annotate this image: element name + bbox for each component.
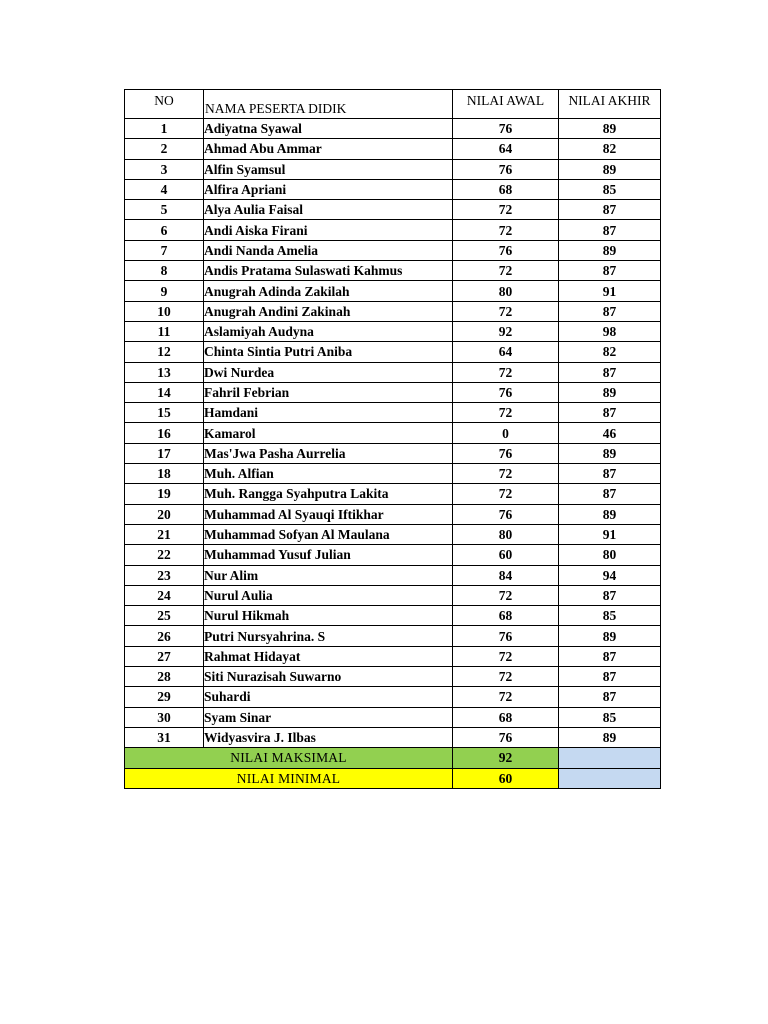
table-row	[125, 200, 661, 220]
cell-nilai-awal: 72	[453, 403, 559, 423]
cell-nilai-akhir: 82	[559, 139, 661, 159]
max-value: 92	[453, 748, 559, 768]
cell-no: 11	[125, 321, 204, 341]
cell-no: 7	[125, 240, 204, 260]
cell-nilai-akhir: 91	[559, 281, 661, 301]
cell-nilai-awal: 0	[453, 423, 559, 443]
cell-nilai-awal: 76	[453, 159, 559, 179]
table-row	[125, 321, 661, 341]
cell-nilai-awal: 76	[453, 119, 559, 139]
cell-no: 27	[125, 646, 204, 666]
table-row	[125, 504, 661, 524]
table-row	[125, 443, 661, 463]
table-row	[125, 545, 661, 565]
cell-no: 9	[125, 281, 204, 301]
cell-no: 2	[125, 139, 204, 159]
cell-nilai-akhir: 89	[559, 382, 661, 402]
cell-nilai-akhir: 94	[559, 565, 661, 585]
cell-name: Dwi Nurdea	[204, 362, 453, 382]
cell-name: Andi Aiska Firani	[204, 220, 453, 240]
table-row	[125, 687, 661, 707]
cell-nilai-akhir: 87	[559, 362, 661, 382]
cell-nilai-awal: 64	[453, 139, 559, 159]
header-row	[125, 90, 661, 119]
cell-nilai-akhir: 87	[559, 667, 661, 687]
cell-no: 3	[125, 159, 204, 179]
cell-no: 21	[125, 524, 204, 544]
max-row	[125, 748, 661, 768]
cell-no: 28	[125, 667, 204, 687]
cell-name: Alfin Syamsul	[204, 159, 453, 179]
cell-name: Aslamiyah Audyna	[204, 321, 453, 341]
cell-no: 25	[125, 606, 204, 626]
table-row	[125, 159, 661, 179]
cell-name: Nurul Aulia	[204, 585, 453, 605]
cell-no: 12	[125, 342, 204, 362]
table-row	[125, 423, 661, 443]
cell-nilai-akhir: 89	[559, 443, 661, 463]
grades-table	[124, 89, 661, 789]
cell-nilai-awal: 68	[453, 707, 559, 727]
cell-nilai-awal: 76	[453, 443, 559, 463]
cell-nilai-akhir: 80	[559, 545, 661, 565]
table-row	[125, 667, 661, 687]
min-row	[125, 768, 661, 788]
cell-no: 30	[125, 707, 204, 727]
cell-nilai-akhir: 87	[559, 403, 661, 423]
cell-no: 19	[125, 484, 204, 504]
cell-no: 26	[125, 626, 204, 646]
cell-nilai-akhir: 87	[559, 585, 661, 605]
table-row	[125, 585, 661, 605]
cell-no: 15	[125, 403, 204, 423]
cell-nilai-akhir: 87	[559, 646, 661, 666]
cell-nilai-awal: 80	[453, 524, 559, 544]
cell-nilai-akhir: 87	[559, 261, 661, 281]
table-row	[125, 403, 661, 423]
table-row	[125, 646, 661, 666]
table-row	[125, 606, 661, 626]
cell-nilai-awal: 72	[453, 220, 559, 240]
cell-no: 31	[125, 727, 204, 747]
cell-nilai-awal: 76	[453, 240, 559, 260]
cell-nilai-awal: 72	[453, 687, 559, 707]
cell-nilai-awal: 76	[453, 504, 559, 524]
header-nilai-awal: NILAI AWAL	[453, 90, 559, 119]
table-row	[125, 565, 661, 585]
cell-nilai-akhir: 87	[559, 301, 661, 321]
cell-no: 1	[125, 119, 204, 139]
cell-nilai-awal: 76	[453, 382, 559, 402]
cell-no: 29	[125, 687, 204, 707]
cell-name: Putri Nursyahrina. S	[204, 626, 453, 646]
cell-nilai-awal: 68	[453, 179, 559, 199]
cell-nilai-awal: 92	[453, 321, 559, 341]
cell-nilai-akhir: 89	[559, 727, 661, 747]
cell-nilai-awal: 72	[453, 200, 559, 220]
table-row	[125, 281, 661, 301]
cell-nilai-awal: 68	[453, 606, 559, 626]
table-row	[125, 220, 661, 240]
cell-nilai-awal: 72	[453, 585, 559, 605]
cell-nilai-akhir: 82	[559, 342, 661, 362]
cell-name: Muh. Rangga Syahputra Lakita	[204, 484, 453, 504]
cell-name: Alfira Apriani	[204, 179, 453, 199]
table-row	[125, 179, 661, 199]
cell-no: 20	[125, 504, 204, 524]
table-row	[125, 524, 661, 544]
cell-nilai-akhir: 89	[559, 159, 661, 179]
cell-name: Ahmad Abu Ammar	[204, 139, 453, 159]
cell-no: 5	[125, 200, 204, 220]
cell-name: Kamarol	[204, 423, 453, 443]
table-row	[125, 626, 661, 646]
cell-nilai-akhir: 89	[559, 240, 661, 260]
table-row	[125, 362, 661, 382]
table-row	[125, 342, 661, 362]
table-row	[125, 484, 661, 504]
cell-nilai-akhir: 98	[559, 321, 661, 341]
cell-name: Rahmat Hidayat	[204, 646, 453, 666]
table-row	[125, 707, 661, 727]
cell-nilai-awal: 60	[453, 545, 559, 565]
min-label: NILAI MINIMAL	[125, 768, 453, 788]
cell-name: Syam Sinar	[204, 707, 453, 727]
cell-name: Alya Aulia Faisal	[204, 200, 453, 220]
cell-nilai-akhir: 87	[559, 220, 661, 240]
table-row	[125, 301, 661, 321]
cell-nilai-akhir: 87	[559, 200, 661, 220]
cell-nilai-awal: 80	[453, 281, 559, 301]
cell-nilai-awal: 72	[453, 301, 559, 321]
cell-name: Anugrah Adinda Zakilah	[204, 281, 453, 301]
cell-nilai-awal: 72	[453, 261, 559, 281]
cell-no: 13	[125, 362, 204, 382]
cell-no: 10	[125, 301, 204, 321]
cell-nilai-awal: 76	[453, 626, 559, 646]
cell-name: Hamdani	[204, 403, 453, 423]
cell-name: Fahril Febrian	[204, 382, 453, 402]
min-empty-cell	[559, 768, 661, 788]
cell-nilai-awal: 72	[453, 667, 559, 687]
cell-name: Muhammad Yusuf Julian	[204, 545, 453, 565]
cell-no: 14	[125, 382, 204, 402]
cell-name: Muhammad Al Syauqi Iftikhar	[204, 504, 453, 524]
cell-name: Adiyatna Syawal	[204, 119, 453, 139]
cell-no: 23	[125, 565, 204, 585]
cell-name: Chinta Sintia Putri Aniba	[204, 342, 453, 362]
cell-no: 4	[125, 179, 204, 199]
cell-nilai-awal: 72	[453, 362, 559, 382]
table-body	[125, 119, 661, 748]
max-empty-cell	[559, 748, 661, 768]
cell-name: Nurul Hikmah	[204, 606, 453, 626]
table-row	[125, 240, 661, 260]
cell-nilai-akhir: 87	[559, 484, 661, 504]
cell-no: 6	[125, 220, 204, 240]
cell-nilai-akhir: 46	[559, 423, 661, 443]
cell-name: Suhardi	[204, 687, 453, 707]
cell-nilai-awal: 84	[453, 565, 559, 585]
cell-no: 24	[125, 585, 204, 605]
cell-nilai-akhir: 85	[559, 707, 661, 727]
table-row	[125, 727, 661, 747]
table-row	[125, 119, 661, 139]
cell-name: Nur Alim	[204, 565, 453, 585]
cell-nilai-awal: 72	[453, 464, 559, 484]
cell-nilai-akhir: 89	[559, 119, 661, 139]
cell-nilai-akhir: 85	[559, 179, 661, 199]
cell-name: Siti Nurazisah Suwarno	[204, 667, 453, 687]
cell-nilai-akhir: 89	[559, 626, 661, 646]
table-row	[125, 139, 661, 159]
cell-name: Muhammad Sofyan Al Maulana	[204, 524, 453, 544]
cell-name: Andi Nanda Amelia	[204, 240, 453, 260]
cell-name: Muh. Alfian	[204, 464, 453, 484]
header-no: NO	[125, 90, 204, 119]
cell-nilai-awal: 72	[453, 646, 559, 666]
header-nilai-akhir: NILAI AKHIR	[559, 90, 661, 119]
cell-nilai-akhir: 89	[559, 504, 661, 524]
cell-no: 22	[125, 545, 204, 565]
cell-name: Andis Pratama Sulaswati Kahmus	[204, 261, 453, 281]
cell-no: 16	[125, 423, 204, 443]
cell-no: 17	[125, 443, 204, 463]
cell-no: 18	[125, 464, 204, 484]
cell-nilai-akhir: 87	[559, 464, 661, 484]
table-row	[125, 261, 661, 281]
cell-nilai-awal: 64	[453, 342, 559, 362]
cell-name: Anugrah Andini Zakinah	[204, 301, 453, 321]
max-label: NILAI MAKSIMAL	[125, 748, 453, 768]
cell-nilai-akhir: 85	[559, 606, 661, 626]
table-row	[125, 382, 661, 402]
cell-nilai-akhir: 87	[559, 687, 661, 707]
cell-name: Widyasvira J. Ilbas	[204, 727, 453, 747]
cell-nilai-awal: 72	[453, 484, 559, 504]
cell-no: 8	[125, 261, 204, 281]
cell-nilai-akhir: 91	[559, 524, 661, 544]
header-name: NAMA PESERTA DIDIK	[204, 90, 453, 119]
table-row	[125, 464, 661, 484]
min-value: 60	[453, 768, 559, 788]
cell-name: Mas'Jwa Pasha Aurrelia	[204, 443, 453, 463]
cell-nilai-awal: 76	[453, 727, 559, 747]
